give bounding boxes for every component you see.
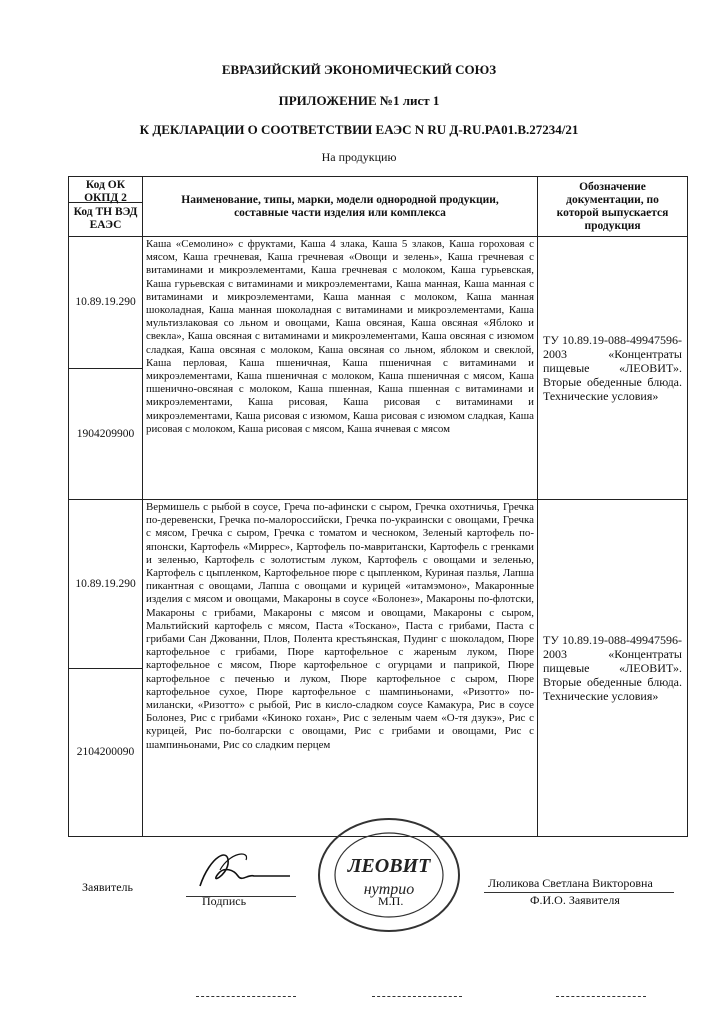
tnved-code: 1904209900	[76, 427, 135, 440]
doc-header: Обозначение документации, по которой выпускается продукция	[538, 177, 688, 237]
stamp-text-bottom: нутрио	[363, 881, 415, 898]
company-stamp	[316, 816, 462, 934]
okpd-code: 10.89.19.290	[69, 500, 142, 669]
applicant-name-label: Ф.И.О. Заявителя	[530, 893, 620, 907]
table-row	[69, 237, 688, 500]
signature-label: Подпись	[202, 894, 247, 908]
product-list: Вермишель с рыбой в соусе, Греча по-афински с сыром, Гречка охотничья, Гречка по-деревенски, Гречка по-малороссийски, Гречка по-украински с овощами, Гречка с мясом, Гречка с сыром, Гречка с томатом и чесноком, Зеленый картофель по-японски, Картофель «Миррес», Картофель по-мавритански, Картофель с гренками и зеленью, Картофель с золотистым луком, Картофель с овощами и зеленью, Картофель с цыпленком, Картофельное пюре с цыпленком, Куриная пазлья, Лапша пикантная с овощами, Лапша с овощами и курицей «итамэмоно», Макаронные изделия с мясом и овощами, Макароны в соусе «Болонез», Макароны по-флотски, Макароны с грибами, Макароны с мясом и овощами, Макароны с сыром, Мальтийский картофель с мясом, Паста «Тоскано», Паста с грибами, Паста с грибами Сан Джованни, Плов, Полента крестьянская, Пудинг с шоколадом, Пюре картофельное с грибами, Пюре картофельное с жареным луком, Пюре картофельное с мясом, Пюре картофельное с огурцами и паприкой, Пюре картофельное с печенью и луком, Пюре картофельное с сыром, Пюре картофельное сухое, Пюре картофельное с шампиньонами, «Ризотто» по-милански, «Ризотто» с рыбой, Рис в кисло-сладком соусе Камакура, Рис в соусе Болонез, Рис с грибами «Киноко гохан», Рис с зеленым чаем «О-тя дзукэ», Рис с курицей, Рис по-болгарски с овощами, Рис с грибами и овощами, Рис с шампиньонами, Рис со сладким перцем	[143, 500, 538, 837]
okpd-code: 10.89.19.290	[69, 237, 142, 369]
tnved-header: Код ТН ВЭД ЕАЭС	[73, 206, 138, 231]
table-header-row	[69, 177, 688, 237]
doc-reference: ТУ 10.89.19-088-49947596-2003 «Концентраты пищевые «ЛЕОВИТ». Вторые обеденные блюда. Технические условия»	[538, 500, 688, 837]
code-cell	[69, 237, 143, 500]
appendix-title: ПРИЛОЖЕНИЕ №1 лист 1	[278, 93, 440, 108]
product-list: Каша «Семолино» с фруктами, Каша 4 злака, Каша 5 злаков, Каша гороховая с мясом, Каша гречневая, Каша гречневая «Овощи и зелень», Каша гречневая с витаминами и микроэлементами, Каша гречневая с молоком, Каша гурьевская, Каша гурьевская с витаминами и микроэлементами, Каша манная, Каша манная с витаминами и микроэлементами, Каша манная с молоком, Каша манная шоколадная, Каша манная шоколадная с витаминами и микроэлементами, Каша мультизлаковая со льном и овощами, Каша овсяная, Каша овсяная «Яблоко и свекла», Каша овсяная с витаминами и микроэлементами, Каша овсяная с изюмом сладкая, Каша овсяная с молоком, Каша овсяная со льном, яблоком и свеклой, Каша перловая, Каша пшеничная, Каша пшеничная с витаминами и микроэлементами, Каша пшеничная с молоком, Каша пшеничная с мясом, Каша пшенично-овсяная с молоком, Каша пшенная, Каша пшенная с витаминами и микроэлементами, Каша рисовая, Каша рисовая с витаминами и микроэлементами, Каша рисовая с изюмом, Каша рисовая с изюмом сладкая, Каша рисовая с молоком, Каша рисовая с мясом, Каша ячневая с мясом	[143, 237, 538, 500]
doc-reference: ТУ 10.89.19-088-49947596-2003 «Концентраты пищевые «ЛЕОВИТ». Вторые обеденные блюда. Технические условия»	[538, 237, 688, 500]
okpd-header: Код ОК ОКПД 2	[69, 177, 142, 203]
applicant-label: Заявитель	[82, 880, 133, 894]
code-cell	[69, 500, 143, 837]
code-header-cell	[69, 177, 143, 237]
table-row	[69, 500, 688, 837]
union-title: ЕВРАЗИЙСКИЙ ЭКОНОМИЧЕСКИЙ СОЮЗ	[221, 62, 497, 77]
stamp-text-top: ЛЕОВИТ	[347, 855, 431, 877]
products-table	[68, 176, 688, 837]
signature-image	[190, 846, 300, 894]
tnved-code: 2104200090	[76, 746, 135, 759]
stamp-label: М.П.	[378, 894, 404, 908]
declaration-title: К ДЕКЛАРАЦИИ О СООТВЕТСТВИИ ЕАЭС N RU Д-RU.PA01.B.27234/21	[139, 122, 579, 137]
products-header: Наименование, типы, марки, модели однородной продукции, составные части изделия или комплекса	[143, 177, 538, 237]
applicant-name: Люликова Светлана Викторовна	[488, 876, 653, 890]
for-products-label: На продукцию	[321, 150, 397, 164]
